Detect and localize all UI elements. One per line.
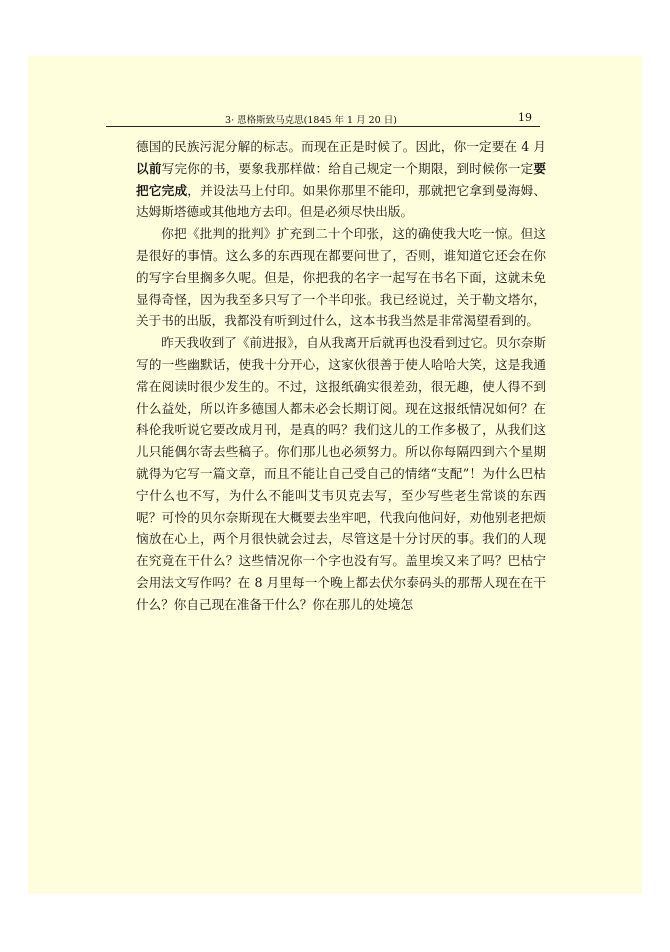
- text-run: 德国的民族污泥分解的标志。而现在正是时候了。因此，你一定要在 4 月: [136, 139, 546, 154]
- text-run: ，并设法马上付印。如果你那里不能印，那就把它拿到曼海姆、达姆斯塔德或其他地方去印。但是必须尽快出版。: [136, 182, 547, 220]
- body-text: [136, 136, 546, 616]
- text-run: 昨天我收到了《前进报》，自从我离开后就再也没看到过它。贝尔奈斯写的一些幽默话，使我十分开心，这家伙很善于使人哈哈大笑，这是我通常在阅读时很少发生的。不过，这报纸确实很差劲，很无趣，使人得不到什么益处，所以许多德国人都未必会长期订阅。现在这报纸情况如何？在科伦我听说它要改成月刊，是真的吗？我们这儿的工作多极了，从我们这儿只能偶尔寄去些稿子。你们那儿也必须努力。所以你每隔四到六个星期就得为它写一篇文章，而且不能让自己受自己的情绪“支配”！为什么巴枯宁什么也不写，为什么不能叫艾韦贝克去写，至少写些老生常谈的东西呢？可怜的贝尔奈斯现在大概要去坐牢吧，代我向他问好，劝他别老把烦恼放在心上，两个月很快就会过去，尽管这是十分讨厌的事。我们的人现在究竟在干什么？这些情况你一个字也没有写。盖里埃又来了吗？巴枯宁会用法文写作吗？在 8 月里每一个晚上都去伏尔泰码头的那帮人现在在干什么？你自己现在准备干什么？你在那儿的处境怎: [136, 335, 546, 612]
- paragraph: [136, 223, 546, 332]
- text-run: 你把《批判的批判》扩充到二十个印张，这的确使我大吃一惊。但这是很好的事情。这么多的东西现在都要问世了，否则，谁知道它还会在你的写字台里搁多久呢。但是，你把我的名字一起写在书名下面，这就未免显得奇怪，因为我至多只写了一个半印张。我已经说过，关于勒文塔尔，关于书的出版，我都没有听到过什么，这本书我当然是非常渴望看到的。: [136, 226, 546, 329]
- text-run: 写完你的书，要象我那样做：给自己规定一个期限，到时候你一定: [161, 160, 534, 176]
- paragraph: [136, 332, 546, 615]
- emphasis-text: 以前: [136, 160, 162, 176]
- paragraph: [136, 136, 546, 223]
- running-header: [106, 106, 540, 127]
- header-title: 3· 恩格斯致马克思(1845 年 1 月 20 日): [225, 115, 397, 126]
- page-number: 19: [518, 111, 532, 124]
- emphasis-text: 要把它完成: [136, 160, 547, 198]
